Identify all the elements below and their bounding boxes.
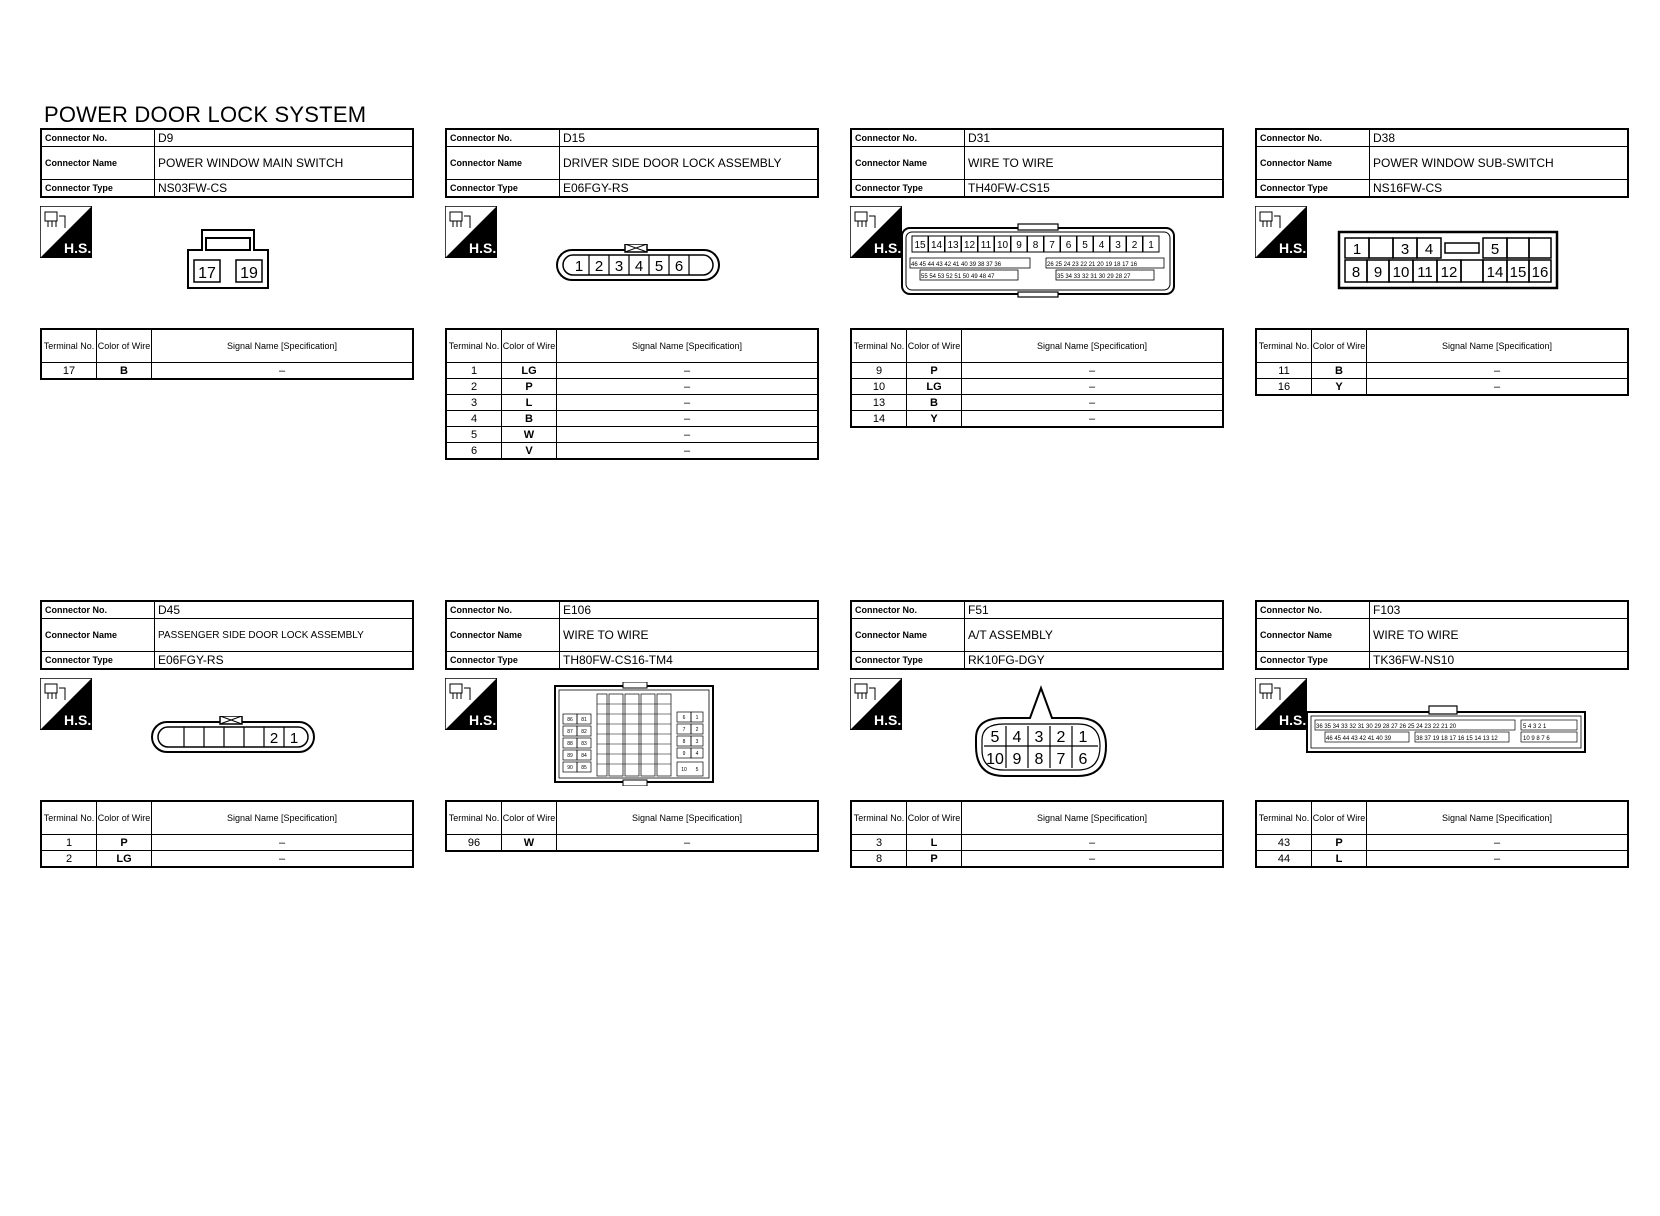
- connector-header: [40, 128, 414, 198]
- svg-text:46 45 44 43 42 41 40 39: 46 45 44 43 42 41 40 39: [1326, 736, 1392, 742]
- connector-diagram: [40, 670, 414, 800]
- table-row: 8 P –: [851, 851, 1223, 868]
- table-row: 3 L –: [851, 835, 1223, 851]
- connector-type-label: Connector Type: [1256, 180, 1370, 198]
- svg-text:90: 90: [567, 765, 573, 771]
- signal-name-header: Signal Name [Specification]: [962, 801, 1224, 835]
- pin: 15: [914, 240, 926, 251]
- terminal-no-header: Terminal No.: [1256, 329, 1312, 363]
- pin: 7: [1056, 751, 1066, 768]
- terminal-no-header: Terminal No.: [1256, 801, 1312, 835]
- page-title: POWER DOOR LOCK SYSTEM: [44, 102, 367, 127]
- pin: 6: [1078, 751, 1088, 768]
- color-cell: B: [97, 363, 152, 380]
- svg-text:5: 5: [695, 767, 699, 773]
- svg-text:82: 82: [581, 729, 587, 735]
- connector-block-e106: [445, 600, 819, 852]
- svg-text:88: 88: [567, 741, 573, 747]
- connector-header: [850, 128, 1224, 198]
- connector-d38-face: [1337, 230, 1559, 290]
- connector-block-d9: [40, 128, 414, 380]
- connector-block-d15: [445, 128, 819, 460]
- svg-text:H.S.: H.S.: [874, 712, 902, 728]
- svg-text:6: 6: [682, 715, 686, 721]
- connector-diagram: [1255, 198, 1629, 328]
- table-row: 96 W –: [446, 835, 818, 852]
- connector-name-label: Connector Name: [41, 619, 155, 652]
- svg-text:9: 9: [682, 751, 686, 757]
- terminal-table: [40, 328, 414, 380]
- pin: 5: [1082, 240, 1088, 251]
- connector-header: [1255, 128, 1629, 198]
- pin: 7: [1049, 240, 1055, 251]
- connector-type-label: Connector Type: [851, 652, 965, 670]
- svg-text:83: 83: [581, 741, 587, 747]
- table-row: 43 P –: [1256, 835, 1628, 851]
- terminal-table: [850, 800, 1224, 868]
- svg-text:81: 81: [581, 717, 587, 723]
- connector-type-value: E06FGY-RS: [560, 180, 819, 198]
- terminal-cell: 17: [41, 363, 97, 380]
- connector-name-label: Connector Name: [851, 147, 965, 180]
- table-row: [41, 363, 413, 380]
- connector-diagram: [445, 198, 819, 328]
- svg-text:7: 7: [682, 727, 686, 733]
- connector-diagram: [850, 198, 1224, 328]
- pin: 15: [1509, 264, 1527, 281]
- svg-text:H.S.: H.S.: [469, 240, 497, 256]
- svg-text:10: 10: [681, 767, 687, 773]
- harness-side-icon: [850, 678, 902, 730]
- color-of-wire-header: Color of Wire: [502, 801, 557, 835]
- connector-no-label: Connector No.: [41, 129, 155, 147]
- terminal-no-header: Terminal No.: [446, 801, 502, 835]
- signal-name-header: Signal Name [Specification]: [557, 801, 819, 835]
- signal-name-header: Signal Name [Specification]: [1367, 329, 1629, 363]
- table-row: 5 W –: [446, 427, 818, 443]
- connector-block-d38: [1255, 128, 1629, 396]
- pin: 6: [1065, 240, 1072, 251]
- signal-name-header: Signal Name [Specification]: [557, 329, 819, 363]
- pin: 10: [996, 240, 1009, 251]
- pin-19: 19: [240, 265, 258, 282]
- connector-diagram: [1255, 670, 1629, 800]
- pin: 3: [1115, 240, 1121, 251]
- svg-text:1: 1: [695, 715, 699, 721]
- pin: 9: [1016, 240, 1022, 251]
- svg-text:5 4 3 2 1: 5 4 3 2 1: [1523, 724, 1547, 730]
- terminal-no-header: Terminal No.: [851, 801, 907, 835]
- connector-d45-face: [150, 716, 316, 754]
- connector-type-label: Connector Type: [446, 180, 560, 198]
- svg-text:38 37 19 18 17 16 15 14 13 12: 38 37 19 18 17 16 15 14 13 12: [1416, 736, 1498, 742]
- pin: 2: [269, 730, 279, 747]
- connector-no-label: Connector No.: [446, 601, 560, 619]
- terminal-no-header: Terminal No.: [41, 801, 97, 835]
- svg-text:89: 89: [567, 753, 573, 759]
- table-row: 11 B –: [1256, 363, 1628, 379]
- pin: 9: [1012, 751, 1022, 768]
- pin: 11: [1417, 264, 1433, 281]
- harness-side-icon: [40, 206, 92, 258]
- connector-name-label: Connector Name: [1256, 147, 1370, 180]
- table-row: 1 LG –: [446, 363, 818, 379]
- pin: 5: [990, 729, 1000, 746]
- terminal-table: [1255, 800, 1629, 868]
- pin: 11: [980, 240, 992, 251]
- pin: 8: [1032, 240, 1039, 251]
- table-row: 2 LG –: [41, 851, 413, 868]
- connector-no-value: D38: [1370, 129, 1629, 147]
- connector-no-value: E106: [560, 601, 819, 619]
- color-of-wire-header: Color of Wire: [907, 801, 962, 835]
- table-row: 44 L –: [1256, 851, 1628, 868]
- svg-text:2: 2: [695, 727, 699, 733]
- connector-name-value: A/T ASSEMBLY: [965, 619, 1224, 652]
- connector-name-label: Connector Name: [1256, 619, 1370, 652]
- connector-name-label: Connector Name: [446, 619, 560, 652]
- connector-f103-face: [1305, 704, 1587, 756]
- connector-name-value: PASSENGER SIDE DOOR LOCK ASSEMBLY: [155, 619, 414, 652]
- harness-side-icon: [1255, 678, 1307, 730]
- table-row: 4 B –: [446, 411, 818, 427]
- hs-label: H.S.: [64, 240, 92, 256]
- terminal-no-header: Terminal No.: [41, 329, 97, 363]
- connector-name-value: WIRE TO WIRE: [965, 147, 1224, 180]
- harness-side-icon: [850, 206, 902, 258]
- table-row: 16 Y –: [1256, 379, 1628, 396]
- svg-text:86: 86: [567, 717, 573, 723]
- terminal-table: [40, 800, 414, 868]
- harness-side-icon: [445, 206, 497, 258]
- table-row: 3 L –: [446, 395, 818, 411]
- connector-name-label: Connector Name: [446, 147, 560, 180]
- pin: 1: [1078, 729, 1088, 746]
- connector-name-label: Connector Name: [41, 147, 155, 180]
- connector-type-label: Connector Type: [1256, 652, 1370, 670]
- connector-type-value: RK10FG-DGY: [965, 652, 1224, 670]
- connector-type-value: NS16FW-CS: [1370, 180, 1629, 198]
- svg-text:3: 3: [695, 739, 699, 745]
- harness-side-icon: [40, 678, 92, 730]
- connector-no-label: Connector No.: [446, 129, 560, 147]
- connector-diagram: [40, 198, 414, 328]
- connector-name-value: DRIVER SIDE DOOR LOCK ASSEMBLY: [560, 147, 819, 180]
- connector-no-value: F51: [965, 601, 1224, 619]
- connector-name-value: WIRE TO WIRE: [560, 619, 819, 652]
- connector-no-value: D9: [155, 129, 414, 147]
- svg-text:35 34 33 32 31 30 29 28 27: 35 34 33 32 31 30 29 28 27: [1057, 274, 1131, 280]
- pin: 1: [1352, 241, 1362, 258]
- connector-type-value: TH40FW-CS15: [965, 180, 1224, 198]
- signal-name-header: Signal Name [Specification]: [152, 329, 414, 363]
- color-of-wire-header: Color of Wire: [97, 801, 152, 835]
- pin: 1: [1148, 240, 1154, 251]
- pin: 1: [289, 730, 299, 747]
- pin: 14: [1486, 264, 1504, 281]
- pin: 3: [1034, 729, 1044, 746]
- connector-no-label: Connector No.: [41, 601, 155, 619]
- connector-d9-face: [186, 228, 270, 290]
- pin: 3: [1400, 241, 1410, 258]
- terminal-no-header: Terminal No.: [851, 329, 907, 363]
- pin: 4: [1098, 240, 1105, 251]
- connector-e106-face: [553, 682, 715, 786]
- svg-text:8: 8: [682, 739, 686, 745]
- connector-type-value: E06FGY-RS: [155, 652, 414, 670]
- connector-diagram: [445, 670, 819, 800]
- connector-no-value: D15: [560, 129, 819, 147]
- pin: 14: [930, 240, 943, 251]
- connector-name-value: WIRE TO WIRE: [1370, 619, 1629, 652]
- pin: 4: [634, 258, 644, 275]
- pin: 13: [947, 240, 959, 251]
- color-of-wire-header: Color of Wire: [1312, 801, 1367, 835]
- connector-no-value: D45: [155, 601, 414, 619]
- pin: 2: [1131, 240, 1138, 251]
- svg-text:36 35 34 33 32 31 30 29 28 27: 36 35 34 33 32 31 30 29 28 27 26 25 24 23 22 21 20: [1316, 724, 1457, 730]
- table-row: 13 B –: [851, 395, 1223, 411]
- svg-text:26 25 24 23 22 21 20 19 18 17: 26 25 24 23 22 21 20 19 18 17 16: [1047, 262, 1138, 268]
- table-row: 2 P –: [446, 379, 818, 395]
- pin: 10: [1392, 264, 1410, 281]
- terminal-table: [850, 328, 1224, 428]
- svg-text:10 9 8 7 6: 10 9 8 7 6: [1523, 736, 1550, 742]
- connector-header: [40, 600, 414, 670]
- color-of-wire-header: Color of Wire: [502, 329, 557, 363]
- connector-type-label: Connector Type: [41, 180, 155, 198]
- pin: 8: [1034, 751, 1044, 768]
- pin: 9: [1373, 264, 1383, 281]
- table-row: 1 P –: [41, 835, 413, 851]
- pin: 12: [963, 240, 976, 251]
- connector-d15-face: [555, 244, 721, 282]
- connector-name-value: POWER WINDOW MAIN SWITCH: [155, 147, 414, 180]
- table-row: 10 LG –: [851, 379, 1223, 395]
- connector-no-value: D31: [965, 129, 1224, 147]
- pin-17: 17: [198, 265, 216, 282]
- svg-text:87: 87: [567, 729, 573, 735]
- connector-type-value: TH80FW-CS16-TM4: [560, 652, 819, 670]
- table-row: 14 Y –: [851, 411, 1223, 428]
- pin: 16: [1531, 264, 1549, 281]
- harness-side-icon: [1255, 206, 1307, 258]
- connector-no-label: Connector No.: [1256, 601, 1370, 619]
- color-of-wire-header: Color of Wire: [97, 329, 152, 363]
- signal-name-header: Signal Name [Specification]: [152, 801, 414, 835]
- connector-block-f51: [850, 600, 1224, 868]
- signal-name-header: Signal Name [Specification]: [962, 329, 1224, 363]
- table-row: 6 V –: [446, 443, 818, 460]
- connector-no-label: Connector No.: [1256, 129, 1370, 147]
- connector-type-label: Connector Type: [446, 652, 560, 670]
- terminal-table: [445, 328, 819, 460]
- svg-text:85: 85: [581, 765, 587, 771]
- svg-text:4: 4: [695, 751, 699, 757]
- svg-text:H.S.: H.S.: [64, 712, 92, 728]
- connector-block-f103: [1255, 600, 1629, 868]
- connector-f51-face: [970, 684, 1112, 780]
- connector-type-label: Connector Type: [41, 652, 155, 670]
- pin: 5: [654, 258, 664, 275]
- pin: 6: [674, 258, 684, 275]
- pin: 1: [574, 258, 584, 275]
- connector-type-value: NS03FW-CS: [155, 180, 414, 198]
- svg-text:H.S.: H.S.: [1279, 240, 1307, 256]
- pin: 10: [986, 751, 1004, 768]
- signal-name-header: Signal Name [Specification]: [1367, 801, 1629, 835]
- pin: 5: [1490, 241, 1500, 258]
- terminal-table: [445, 800, 819, 852]
- connector-header: [445, 600, 819, 670]
- pin: 3: [614, 258, 624, 275]
- color-of-wire-header: Color of Wire: [1312, 329, 1367, 363]
- connector-header: [1255, 600, 1629, 670]
- pin: 4: [1424, 241, 1434, 258]
- connector-no-value: F103: [1370, 601, 1629, 619]
- connector-header: [445, 128, 819, 198]
- pin: 12: [1440, 264, 1458, 281]
- harness-side-icon: [445, 678, 497, 730]
- svg-text:46 45 44 43 42 41 40 39 38 37: 46 45 44 43 42 41 40 39 38 37 36: [911, 262, 1002, 268]
- svg-text:H.S.: H.S.: [1279, 712, 1307, 728]
- pin: 2: [594, 258, 604, 275]
- connector-name-value: POWER WINDOW SUB-SWITCH: [1370, 147, 1629, 180]
- svg-text:55 54 53 52 51 50 49 48 47: 55 54 53 52 51 50 49 48 47: [921, 274, 995, 280]
- svg-text:H.S.: H.S.: [874, 240, 902, 256]
- connector-header: [850, 600, 1224, 670]
- pin: 4: [1012, 729, 1022, 746]
- connector-type-value: TK36FW-NS10: [1370, 652, 1629, 670]
- signal-cell: –: [152, 363, 414, 380]
- table-row: 9 P –: [851, 363, 1223, 379]
- terminal-no-header: Terminal No.: [446, 329, 502, 363]
- connector-d31-face: [900, 222, 1176, 298]
- connector-no-label: Connector No.: [851, 129, 965, 147]
- connector-diagram: [850, 670, 1224, 800]
- connector-block-d45: [40, 600, 414, 868]
- pin: 2: [1056, 729, 1066, 746]
- connector-no-label: Connector No.: [851, 601, 965, 619]
- connector-block-d31: [850, 128, 1224, 428]
- svg-text:H.S.: H.S.: [469, 712, 497, 728]
- connector-type-label: Connector Type: [851, 180, 965, 198]
- pin: 8: [1351, 264, 1361, 281]
- terminal-table: [1255, 328, 1629, 396]
- connector-name-label: Connector Name: [851, 619, 965, 652]
- color-of-wire-header: Color of Wire: [907, 329, 962, 363]
- svg-text:84: 84: [581, 753, 587, 759]
